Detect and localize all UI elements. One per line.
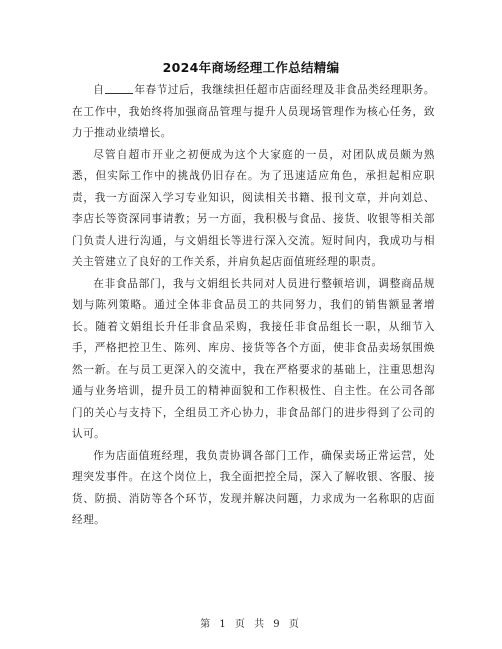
footer-label-di: 第 bbox=[200, 619, 214, 630]
paragraph-1 bbox=[72, 80, 435, 145]
page-footer bbox=[0, 615, 502, 630]
footer-label-ye: 页 bbox=[234, 619, 248, 630]
paragraph-2: 尽管自超市开业之初便成为这个大家庭的一员，对团队成员颇为熟悉，但实际工作中的挑战仍旧存在。为了迅速适应角色，承担起相应职责，我一方面深入学习专业知识，阅读相关书籍、报刊文章，并向刘总、李店长等资深同事请教；另一方面，我积极与食品、接货、收银等相关部门负责人进行沟通，与文娟组长等进行深入交流。短时间内，我成功与相关主管建立了良好的工作关系，并肩负起店面值班经理的职责。 bbox=[72, 148, 435, 268]
document-body bbox=[72, 80, 435, 532]
current-page-number: 1 bbox=[219, 619, 229, 630]
paragraph-1-start: 自 bbox=[93, 84, 105, 96]
footer-label-ye-2: 页 bbox=[288, 619, 302, 630]
total-pages-number: 9 bbox=[273, 619, 283, 630]
footer-label-gong: 共 bbox=[254, 619, 268, 630]
document-title: 2024年商场经理工作总结精编 bbox=[162, 60, 340, 75]
fill-in-blank bbox=[105, 82, 133, 94]
paragraph-1-rest: 年春节过后，我继续担任超市店面经理及非食品类经理职务。在工作中，我始终将加强商品管理与提升人员现场管理作为核心任务，致力于推动业绩增长。 bbox=[72, 84, 436, 139]
paragraph-3: 在非食品部门，我与文娟组长共同对人员进行整顿培训，调整商品规划与陈列策略。通过全体非食品员工的共同努力，我们的销售额显著增长。随着文娟组长升任非食品采购，我接任非食品组长一职，从细节入手，严格把控卫生、陈列、库房、接货等各个方面，使非食品卖场氛围焕然一新。在与员工更深入的交流中，我在严格要求的基础上，注重思想沟通与业务培训，提升员工的精神面貌和工作积极性、自主性。在公司各部门的关心与支持下，全组员工齐心协力，非食品部门的进步得到了公司的认可。 bbox=[72, 277, 435, 440]
paragraph-4: 作为店面值班经理，我负责协调各部门工作，确保卖场正常运营，处理突发事件。在这个岗位上，我全面把控全局，深入了解收银、客服、接货、防损、消防等各个环节，发现并解决问题，力求成为一名称职的店面经理。 bbox=[72, 449, 435, 526]
